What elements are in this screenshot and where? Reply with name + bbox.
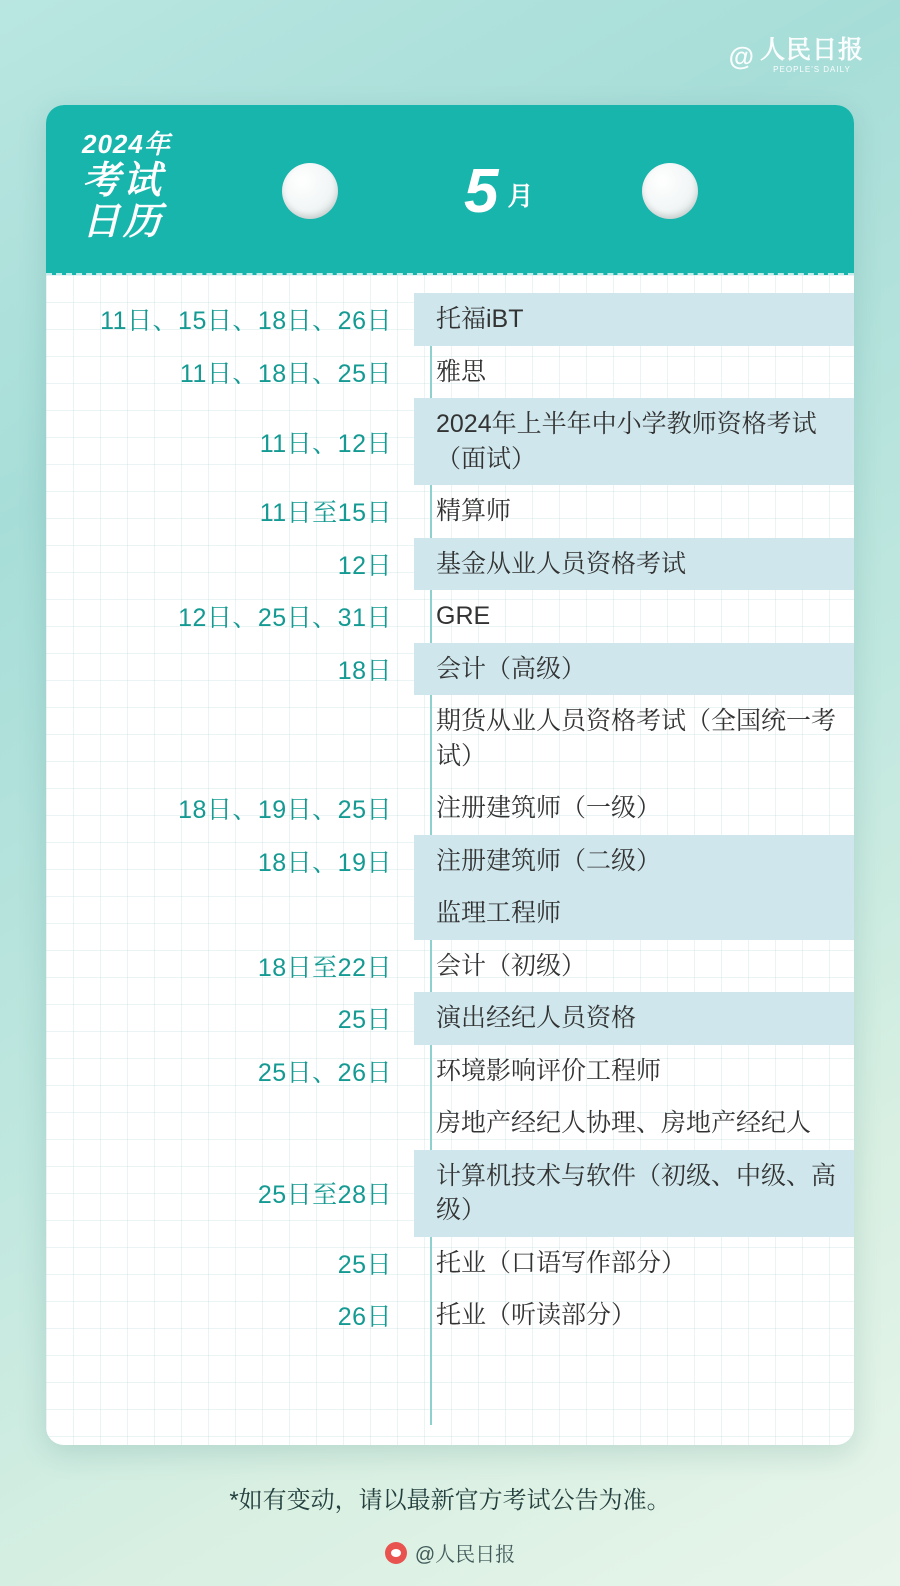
exam-name: 注册建筑师（一级） xyxy=(436,794,662,822)
exam-date: 18日至22日 xyxy=(257,953,392,982)
calendar-title-block xyxy=(82,131,212,243)
exam-name: 2024年上半年中小学教师资格考试（面试） xyxy=(414,398,854,485)
weibo-icon xyxy=(385,1542,407,1564)
at-icon: @ xyxy=(728,41,754,71)
exam-name: 注册建筑师（二级） xyxy=(414,835,854,888)
exam-date: 25日 xyxy=(337,1250,392,1279)
exam-row xyxy=(46,398,854,485)
exam-date: 18日、19日、25日 xyxy=(178,796,392,825)
exam-name: 会计（高级） xyxy=(414,643,854,696)
exam-row xyxy=(46,346,854,399)
calendar-body xyxy=(46,275,854,1445)
exam-name: 会计（初级） xyxy=(436,951,587,980)
weibo-credit xyxy=(0,1538,900,1567)
exam-row xyxy=(46,538,854,591)
exam-calendar-card xyxy=(46,105,854,1445)
month-display xyxy=(464,157,534,226)
exam-date xyxy=(46,695,414,782)
exam-name: 雅思 xyxy=(436,357,487,386)
exam-row xyxy=(46,940,854,993)
exam-name: 精算师 xyxy=(436,497,512,525)
exam-row xyxy=(46,992,854,1045)
exam-date: 12日、25日、31日 xyxy=(178,604,392,633)
calendar-year: 2024年 xyxy=(82,129,171,159)
exam-name: 托福iBT xyxy=(414,293,854,346)
publisher-brand xyxy=(729,38,864,74)
publisher-name: 人民日报 xyxy=(759,36,864,64)
exam-date: 25日 xyxy=(337,1006,392,1035)
calendar-title-line1: 考试 xyxy=(82,160,165,202)
exam-name: 计算机技术与软件（初级、中级、高级） xyxy=(414,1150,854,1237)
exam-date: 11日、15日、18日、26日 xyxy=(100,307,392,336)
exam-date xyxy=(46,1097,414,1150)
exam-date: 18日 xyxy=(337,656,392,685)
exam-row xyxy=(46,782,854,835)
exam-date: 25日、26日 xyxy=(257,1058,392,1087)
exam-date: 18日、19日 xyxy=(257,848,392,877)
exam-date xyxy=(46,887,414,940)
exam-row xyxy=(46,1289,854,1342)
exam-row xyxy=(46,485,854,538)
exam-name: 托业（听读部分） xyxy=(436,1301,637,1329)
exam-name: 托业（口语写作部分） xyxy=(436,1248,687,1277)
exam-name: 监理工程师 xyxy=(414,887,854,940)
exam-date: 25日至28日 xyxy=(257,1181,392,1209)
weibo-handle: @人民日报 xyxy=(414,1544,516,1566)
month-number: 5 xyxy=(464,157,500,226)
publisher-subtitle: PEOPLE'S DAILY xyxy=(773,65,851,74)
exam-date: 11日至15日 xyxy=(259,499,392,528)
exam-name: 期货从业人员资格考试（全国统一考试） xyxy=(436,707,837,770)
exam-row xyxy=(46,293,854,346)
exam-row xyxy=(46,1237,854,1290)
exam-date: 11日、12日 xyxy=(259,429,392,458)
exam-date: 12日 xyxy=(337,551,392,580)
exam-row xyxy=(46,643,854,696)
exam-name: 演出经纪人员资格 xyxy=(414,992,854,1045)
exam-row xyxy=(46,835,854,888)
exam-row xyxy=(46,695,854,782)
month-unit: 月 xyxy=(507,181,534,212)
calendar-title-line2: 日历 xyxy=(82,201,165,244)
exam-name: GRE xyxy=(436,602,491,630)
exam-date: 11日、18日、25日 xyxy=(179,359,392,388)
exam-list xyxy=(46,293,854,1342)
binder-hole-right-icon xyxy=(642,163,698,219)
footer-note: *如有变动，请以最新官方考试公告为准。 xyxy=(229,1487,671,1514)
exam-name: 房地产经纪人协理、房地产经纪人 xyxy=(436,1109,812,1137)
exam-date: 26日 xyxy=(337,1303,392,1332)
exam-row xyxy=(46,1150,854,1237)
binder-hole-left-icon xyxy=(282,163,338,219)
exam-row xyxy=(46,590,854,643)
exam-row xyxy=(46,887,854,940)
exam-name: 环境影响评价工程师 xyxy=(436,1056,662,1085)
exam-name: 基金从业人员资格考试 xyxy=(414,538,854,591)
calendar-header xyxy=(46,105,854,275)
exam-row xyxy=(46,1045,854,1098)
exam-row xyxy=(46,1097,854,1150)
